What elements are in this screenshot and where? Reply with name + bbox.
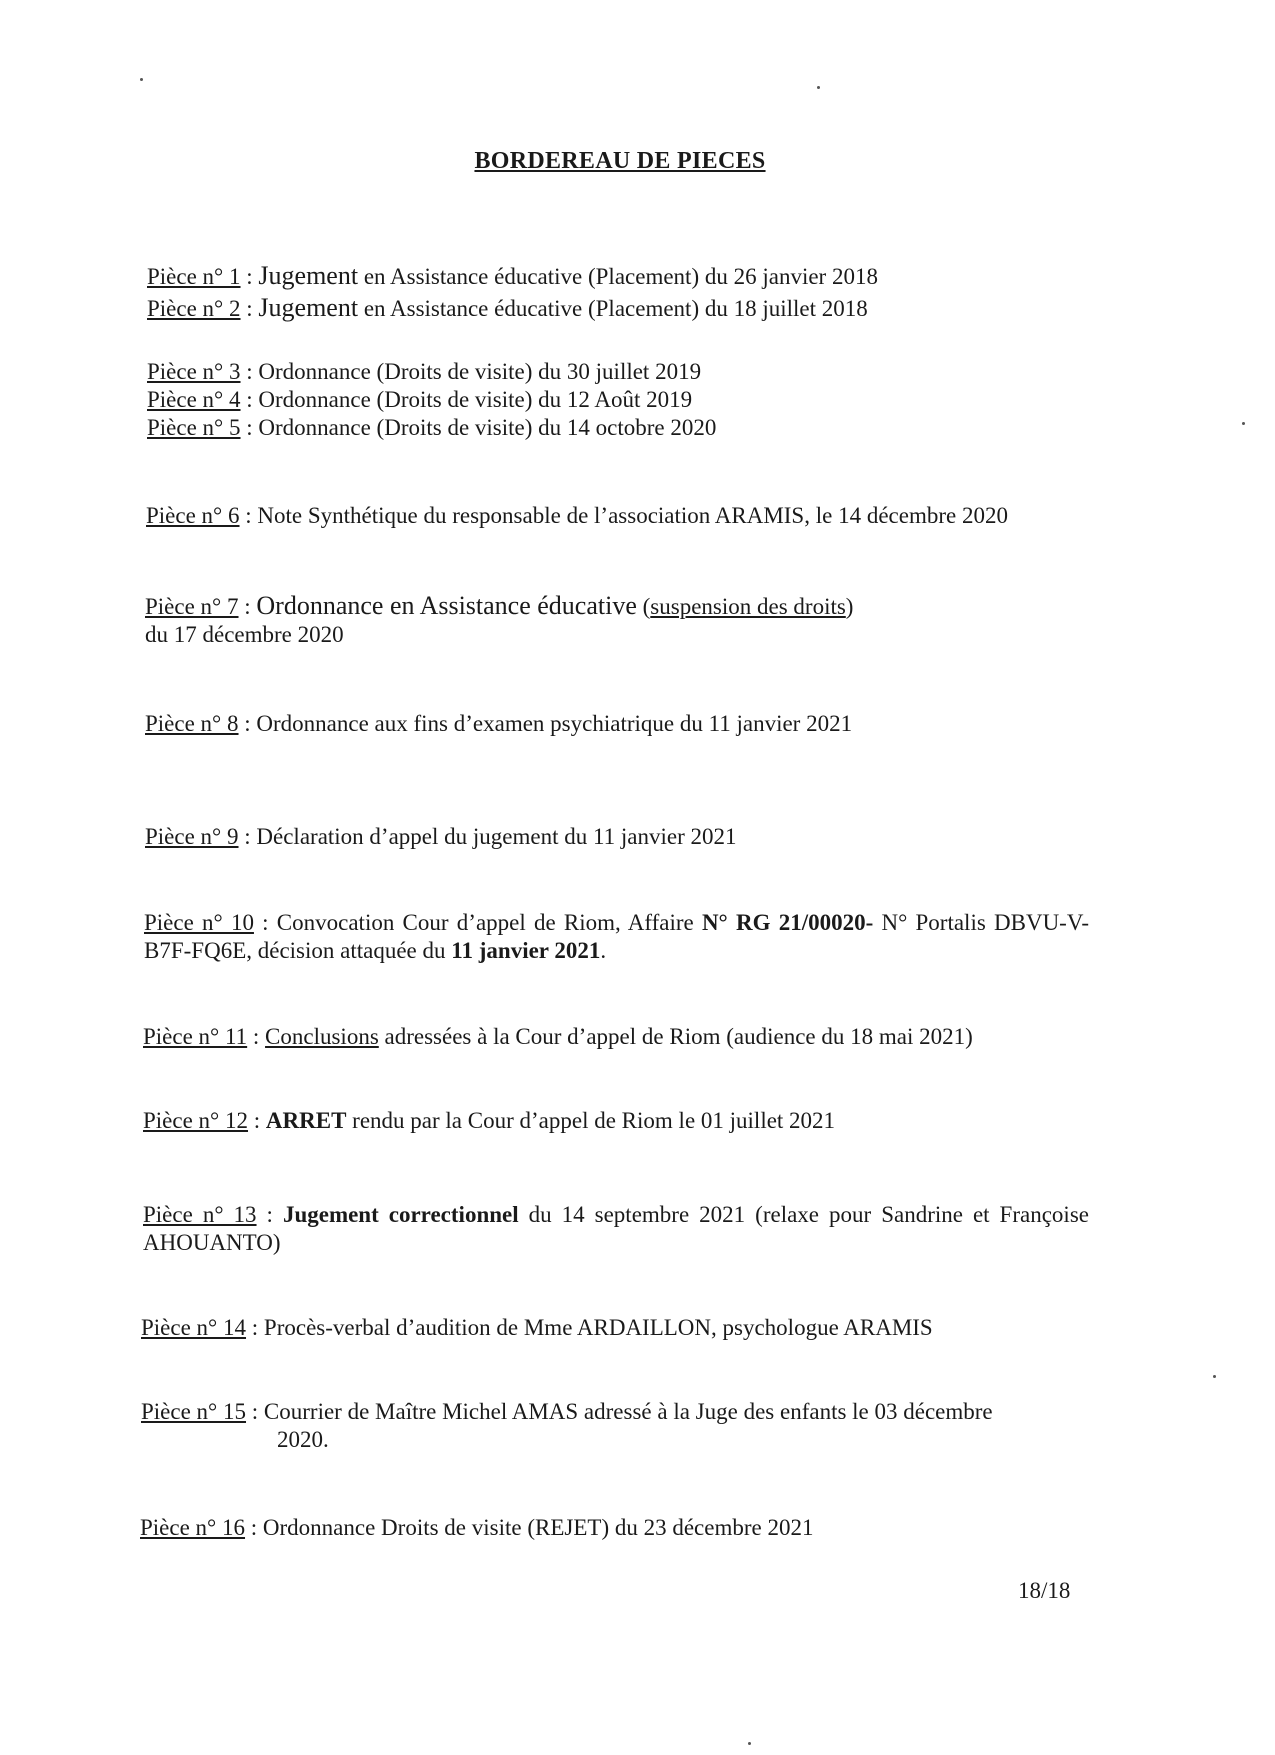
piece-item-10: Pièce n° 10 : Convocation Cour d’appel de Riom, Affaire N° RG 21/00020- N° Portalis DBVU-V-B7F-FQ6E, décision attaquée du 11 janvier 2021. xyxy=(144,910,1089,963)
piece-text: Ordonnance (Droits de visite) du 30 juillet 2019 xyxy=(258,359,702,384)
piece-label: Pièce n° 2 xyxy=(147,296,241,321)
piece-bold-text: ARRET xyxy=(265,1108,347,1133)
piece-label: Pièce n° 5 xyxy=(147,415,241,440)
piece-label: Pièce n° 14 xyxy=(141,1315,247,1340)
piece-text-line2: 2020. xyxy=(277,1427,329,1452)
piece-text: rendu par la Cour d’appel de Riom le 01 juillet 2021 xyxy=(346,1108,836,1133)
piece-underlined-text: Conclusions xyxy=(265,1024,379,1049)
piece-item-3: Pièce n° 3 : Ordonnance (Droits de visite) du 30 juillet 2019 xyxy=(147,359,702,384)
piece-label: Pièce n° 6 xyxy=(146,503,240,528)
piece-text: adressées à la Cour d’appel de Riom (audience du 18 mai 2021) xyxy=(378,1024,973,1049)
piece-item-9: Pièce n° 9 : Déclaration d’appel du jugement du 11 janvier 2021 xyxy=(145,824,737,849)
piece-label: Pièce n° 7 xyxy=(145,594,239,619)
piece-text: Ordonnance aux fins d’examen psychiatrique du 11 janvier 2021 xyxy=(256,711,853,736)
piece-text: Ordonnance (Droits de visite) du 12 Août 2019 xyxy=(258,387,693,412)
piece-label: Pièce n° 16 xyxy=(140,1515,246,1540)
piece-item-6: Pièce n° 6 : Note Synthétique du responsable de l’association ARAMIS, le 14 décembre 2020 xyxy=(146,503,1008,528)
piece-label: Pièce n° 12 xyxy=(143,1108,249,1133)
piece-label: Pièce n° 9 xyxy=(145,824,239,849)
piece-item-1: Pièce n° 1 : Jugement en Assistance éducative (Placement) du 26 janvier 2018 xyxy=(147,261,878,290)
piece-text: N° Portalis DBVU-V-B7F-FQ6E, décision attaquée du xyxy=(144,910,1089,963)
scan-speck xyxy=(1213,1375,1216,1378)
page-number: 18/18 xyxy=(1018,1578,1071,1603)
piece-item-2: Pièce n° 2 : Jugement en Assistance éducative (Placement) du 18 juillet 2018 xyxy=(147,293,868,322)
scan-speck xyxy=(817,86,820,89)
piece-text: en Assistance éducative (Placement) du 26 janvier 2018 xyxy=(358,264,878,289)
piece-label: Pièce n° 10 xyxy=(144,910,254,935)
piece-label: Pièce n° 13 xyxy=(143,1202,257,1227)
piece-label: Pièce n° 1 xyxy=(147,264,241,289)
piece-label: Pièce n° 3 xyxy=(147,359,241,384)
scan-speck xyxy=(1242,422,1245,425)
document-title: BORDEREAU DE PIECES xyxy=(474,148,766,174)
piece-text: Convocation Cour d’appel de Riom, Affaire xyxy=(276,910,702,935)
piece-item-13: Pièce n° 13 : Jugement correctionnel du 14 septembre 2021 (relaxe pour Sandrine et Françoise AHOUANTO) xyxy=(143,1202,1089,1255)
piece-bold-text: Jugement correctionnel xyxy=(282,1202,519,1227)
piece-label: Pièce n° 4 xyxy=(147,387,241,412)
scan-speck xyxy=(748,1742,751,1745)
piece-label: Pièce n° 11 xyxy=(143,1024,248,1049)
piece-item-4: Pièce n° 4 : Ordonnance (Droits de visite) du 12 Août 2019 xyxy=(147,387,693,412)
piece-text: en Assistance éducative (Placement) du 18 juillet 2018 xyxy=(358,296,868,321)
piece-text: du 14 septembre 2021 (relaxe pour Sandrine et Françoise AHOUANTO) xyxy=(143,1202,1089,1255)
piece-text: Déclaration d’appel du jugement du 11 janvier 2021 xyxy=(256,824,737,849)
piece-item-11: Pièce n° 11 : Conclusions adressées à la Cour d’appel de Riom (audience du 18 mai 2021) xyxy=(143,1024,973,1049)
piece-text: Ordonnance (Droits de visite) du 14 octobre 2020 xyxy=(258,415,717,440)
piece-bold-text: N° RG 21/00020- xyxy=(701,910,874,935)
piece-lead: Jugement xyxy=(258,293,359,322)
piece-item-16: Pièce n° 16 : Ordonnance Droits de visite (REJET) du 23 décembre 2021 xyxy=(140,1515,814,1540)
piece-label: Pièce n° 15 xyxy=(141,1399,247,1424)
piece-text-line2: du 17 décembre 2020 xyxy=(145,622,344,647)
scan-speck xyxy=(140,78,143,81)
piece-underlined-text: suspension des droits xyxy=(650,594,846,619)
piece-item-8: Pièce n° 8 : Ordonnance aux fins d’examen psychiatrique du 11 janvier 2021 xyxy=(145,711,853,736)
piece-item-12: Pièce n° 12 : ARRET rendu par la Cour d’appel de Riom le 01 juillet 2021 xyxy=(143,1108,836,1133)
piece-bold-text: 11 janvier 2021 xyxy=(451,938,601,963)
piece-item-14: Pièce n° 14 : Procès-verbal d’audition de Mme ARDAILLON, psychologue ARAMIS xyxy=(141,1315,933,1340)
piece-item-7: Pièce n° 7 : Ordonnance en Assistance éducative (suspension des droits) du 17 décembre 2020 xyxy=(145,591,854,647)
piece-lead: Jugement xyxy=(258,261,359,290)
piece-text: Courrier de Maître Michel AMAS adressé à la Juge des enfants le 03 décembre xyxy=(263,1399,993,1424)
piece-label: Pièce n° 8 xyxy=(145,711,239,736)
piece-text: Ordonnance Droits de visite (REJET) du 23 décembre 2021 xyxy=(262,1515,814,1540)
piece-text: Note Synthétique du responsable de l’association ARAMIS, le 14 décembre 2020 xyxy=(257,503,1008,528)
piece-item-5: Pièce n° 5 : Ordonnance (Droits de visite) du 14 octobre 2020 xyxy=(147,415,717,440)
piece-text: Procès-verbal d’audition de Mme ARDAILLON, psychologue ARAMIS xyxy=(263,1315,933,1340)
piece-item-15: Pièce n° 15 : Courrier de Maître Michel AMAS adressé à la Juge des enfants le 03 décembre 2020. xyxy=(141,1399,993,1452)
piece-lead: Ordonnance en Assistance éducative xyxy=(256,591,637,620)
